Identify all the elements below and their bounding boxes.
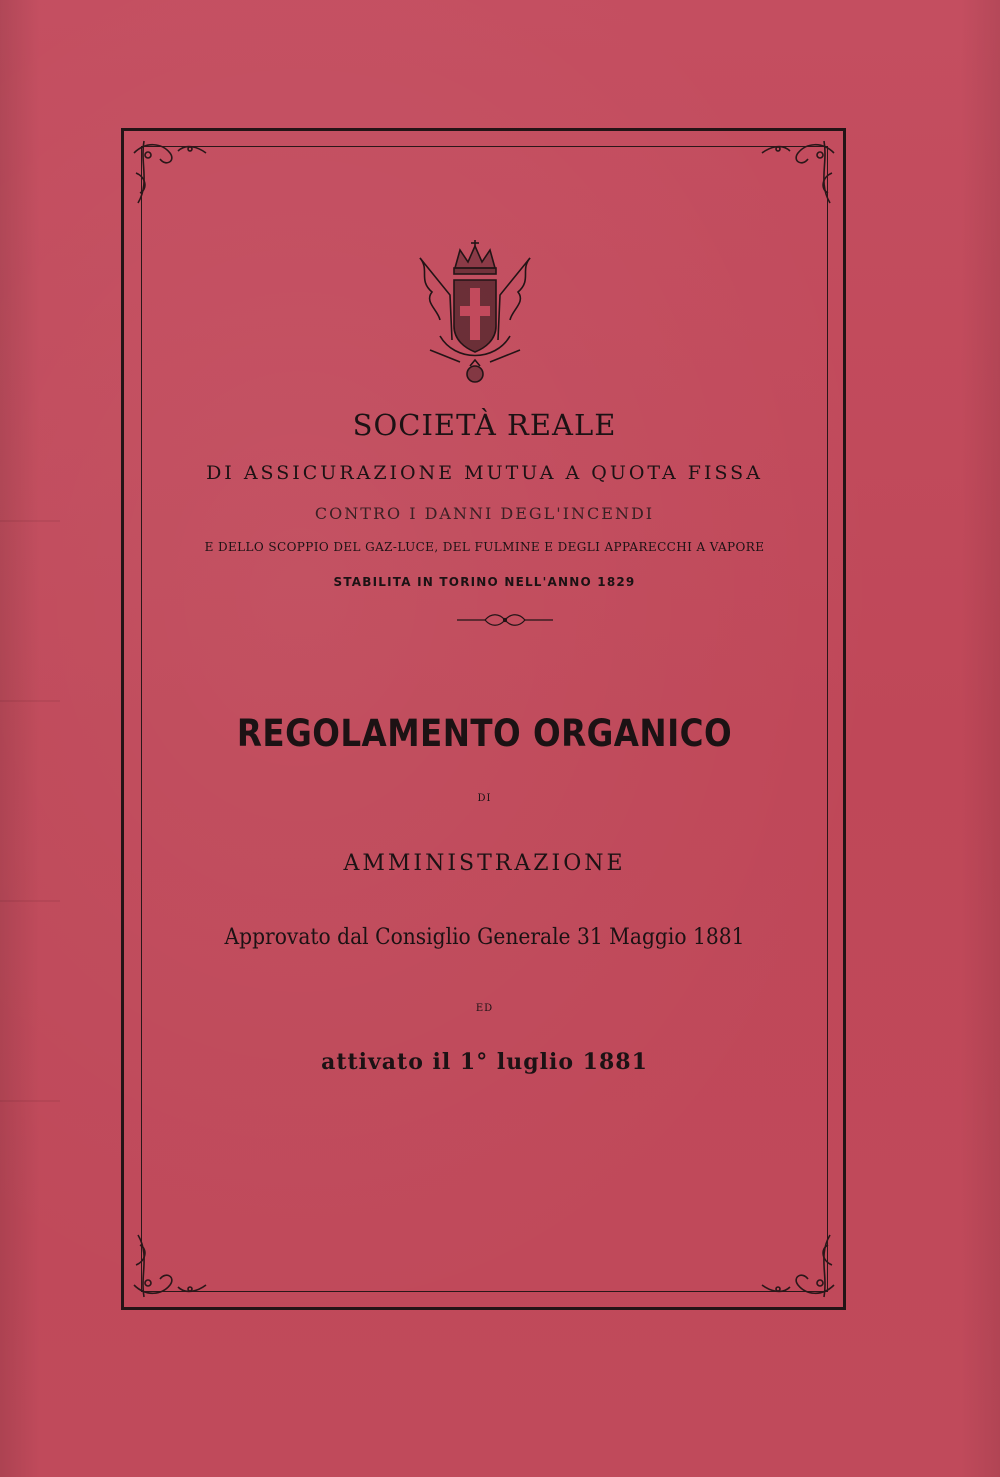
connector-di: DI xyxy=(477,793,492,804)
corner-flourish-top-left-icon xyxy=(126,133,216,223)
corner-flourish-top-right-icon xyxy=(752,133,842,223)
connector-ed: ED xyxy=(475,1003,494,1014)
ornament-divider-icon xyxy=(455,612,555,626)
spine-crease xyxy=(0,700,60,702)
document-subtitle: AMMINISTRAZIONE xyxy=(343,851,626,876)
coverage-details: E DELLO SCOPPIO DEL GAZ-LUCE, DEL FULMINE E DEGLI APPARECCHI A VAPORE xyxy=(204,540,765,554)
coverage-line: CONTRO I DANNI DEGL'INCENDI xyxy=(314,504,655,523)
spine-crease xyxy=(0,1100,60,1102)
corner-flourish-bottom-left-icon xyxy=(126,1215,216,1305)
corner-flourish-bottom-right-icon xyxy=(752,1215,842,1305)
spine-crease xyxy=(0,900,60,902)
founding-line: STABILITA IN TORINO NELL'ANNO 1829 xyxy=(333,575,636,589)
company-type: DI ASSICURAZIONE MUTUA A QUOTA FISSA xyxy=(206,462,763,484)
royal-crest-icon xyxy=(410,240,540,390)
document-title: REGOLAMENTO ORGANICO xyxy=(236,712,733,755)
activation-line: attivato il 1° luglio 1881 xyxy=(321,1049,648,1075)
approval-line: Approvato dal Consiglio Generale 31 Maggio 1881 xyxy=(224,925,745,950)
company-name: SOCIETÀ REALE xyxy=(352,408,617,442)
spine-crease xyxy=(0,520,60,522)
